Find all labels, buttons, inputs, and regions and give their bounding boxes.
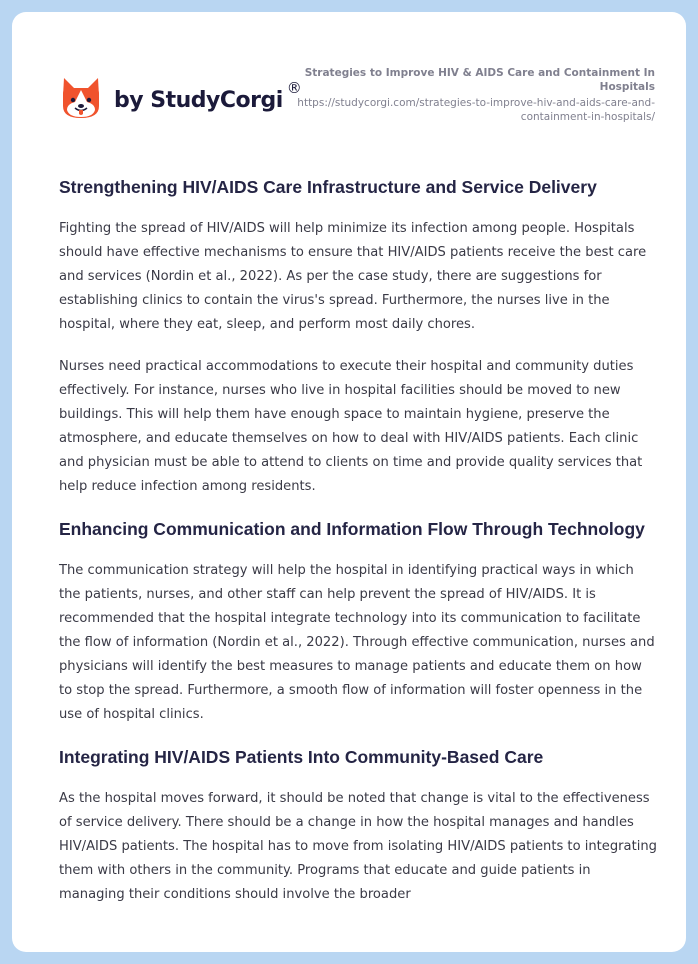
paragraph: As the hospital moves forward, it should be noted that change is vital to the effectiveness of service delivery. There should be a change in how the hospital manages and handles HIV/AIDS patients. The hospital has to move from isolating HIV/AIDS patients to integrating them with others in the community. Programs that educate and guide patients in managing their conditions should involve the broader bbox=[59, 791, 657, 902]
document-title: Strategies to Improve HIV & AIDS Care and Containment In Hospitals bbox=[304, 67, 655, 93]
document-header bbox=[12, 12, 686, 142]
paragraph: Nurses need practical accommodations to execute their hospital and community duties effectively. For instance, nurses who live in hospital facilities should be moved to new buildings. This will help them have enough space to maintain hygiene, preserve the atmosphere, and educate themselves on how to deal with HIV/AIDS patients. Each clinic and physician must be able to attend to clients on time and provide quality services that help reduce infection among residents. bbox=[59, 359, 643, 494]
section-heading: Strengthening HIV/AIDS Care Infrastructure and Service Delivery bbox=[59, 177, 597, 197]
document-body bbox=[59, 175, 659, 925]
section-community-care bbox=[59, 745, 659, 907]
brand-name: by StudyCorgi bbox=[114, 87, 283, 113]
studycorgi-logo[interactable] bbox=[61, 76, 302, 120]
paragraph: Fighting the spread of HIV/AIDS will help minimize its infection among people. Hospitals should have effective mechanisms to ensure that HIV/AIDS patients receive the best care and services (Nordin et al., 2022). As per the case study, there are suggestions for establishing clinics to contain the virus's spread. Furthermore, the nurses live in the hospital, where they eat, sleep, and perform most daily chores. bbox=[59, 221, 647, 332]
registered-mark: ® bbox=[286, 79, 302, 97]
paragraph: The communication strategy will help the hospital in identifying practical ways in which the patients, nurses, and other staff can help prevent the spread of HIV/AIDS. It is recommended that the hospital integrate technology into its communication to facilitate the flow of information (Nordin et al., 2022). Through effective communication, nurses and physicians will identify the best measures to manage patients and educate them on how to stop the spread. Furthermore, a smooth flow of information will foster openness in the use of hospital clinics. bbox=[59, 563, 655, 722]
document-card bbox=[12, 12, 686, 952]
document-url[interactable]: https://studycorgi.com/strategies-to-improve-hiv-and-aids-care-and-containment-in-hospitals/ bbox=[297, 97, 655, 123]
section-infrastructure bbox=[59, 175, 659, 499]
section-heading: Enhancing Communication and Information Flow Through Technology bbox=[59, 519, 645, 539]
corgi-head-icon bbox=[61, 76, 101, 120]
section-communication bbox=[59, 517, 659, 727]
section-heading: Integrating HIV/AIDS Patients Into Community-Based Care bbox=[59, 747, 544, 767]
document-meta bbox=[295, 66, 655, 124]
